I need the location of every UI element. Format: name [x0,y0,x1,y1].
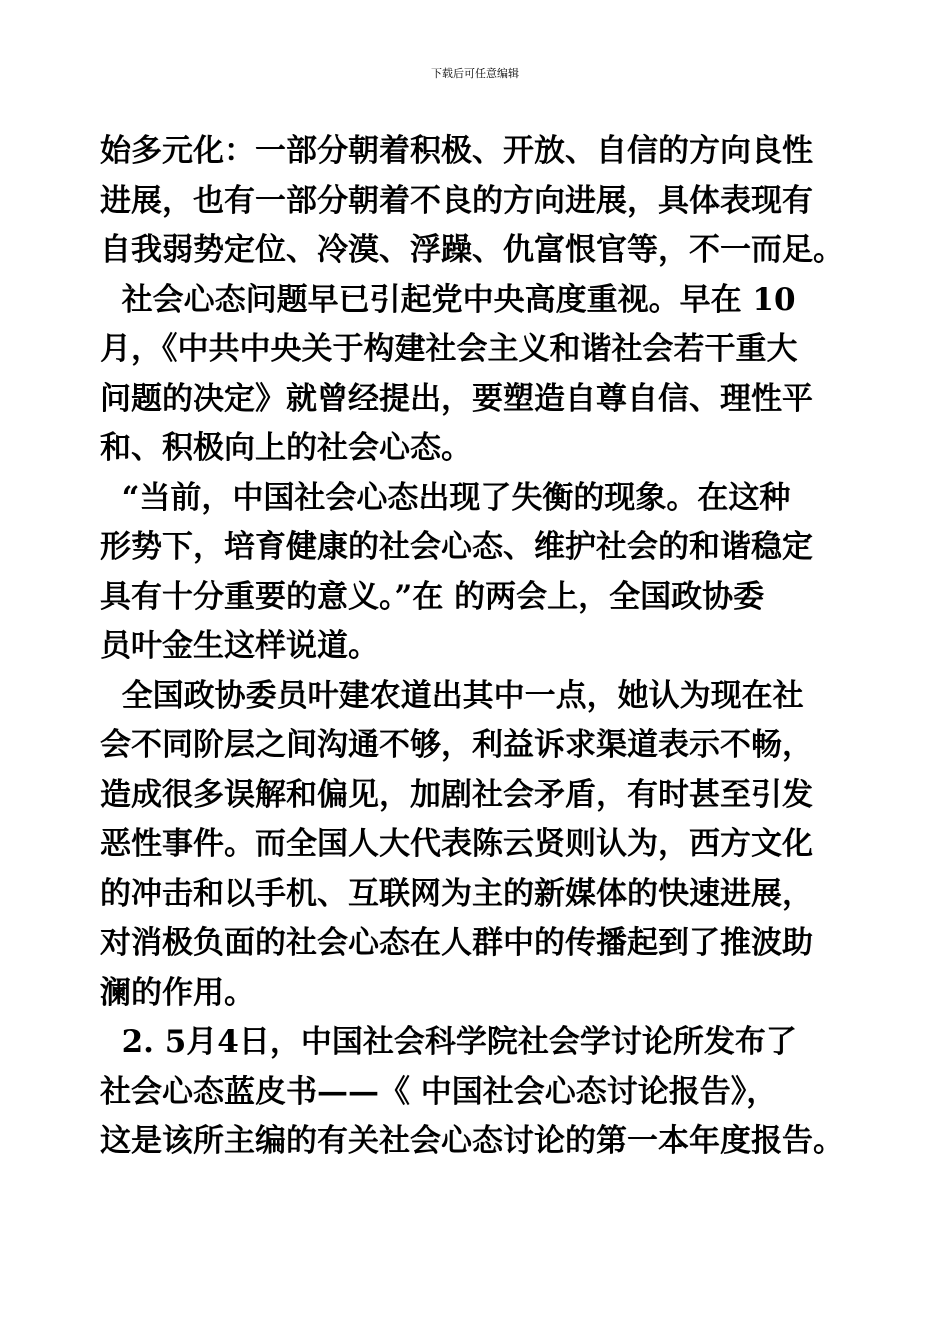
text-line: 具有十分重要的意义。”在 的两会上，全国政协委 [100,578,765,615]
text-line: 形势下，培育健康的社会心态、维护社会的和谐稳定 [100,529,813,565]
text-line: 问题的决定》就曾经提出，要塑造自尊自信、理性平 [100,380,813,417]
text-line: 自我弱势定位、冷漠、浮躁、仇富恨官等，不一而足。 [100,232,844,268]
text-line: 会不同阶层之间沟通不够，利益诉求渠道表示不畅， [100,727,813,763]
text-line: 对消极负面的社会心态在人群中的传播起到了推波助 [100,925,813,961]
page-header: 下载后可任意编辑 [431,67,519,80]
text-line: 员叶金生这样说道。 [100,628,379,664]
text-line: 全国政协委员叶建农道出其中一点，她认为现在社 [100,677,804,714]
text-line: 进展，也有一部分朝着不良的方向进展，具体表现有 [100,182,813,219]
text-line: 始多元化：一部分朝着积极、开放、自信的方向良性 [100,133,813,169]
text-line: 2. 5月4日，中国社会科学院社会学讨论所发布了 [100,1024,797,1060]
text-line: 和、积极向上的社会心态。 [100,430,472,466]
text-line: 恶性事件。而全国人大代表陈云贤则认为，西方文化 [100,826,813,862]
text-line: 社会心态蓝皮书——《 中国社会心态讨论报告》， [100,1073,778,1110]
text-line: 澜的作用。 [100,974,255,1011]
text-line: 社会心态问题早已引起党中央高度重视。早在 10 [100,281,796,318]
text-line: 造成很多误解和偏见，加剧社会矛盾，有时甚至引发 [100,776,813,813]
document-body [100,127,860,1167]
text-line: “当前，中国社会心态出现了失衡的现象。在这种 [100,479,791,516]
text-line: 月，《中共中央关于构建社会主义和谐社会若干重大 [100,331,798,367]
text-line: 的冲击和以手机、互联网为主的新媒体的快速进展， [100,875,813,912]
text-line: 这是该所主编的有关社会心态讨论的第一本年度报告。 [100,1123,844,1159]
